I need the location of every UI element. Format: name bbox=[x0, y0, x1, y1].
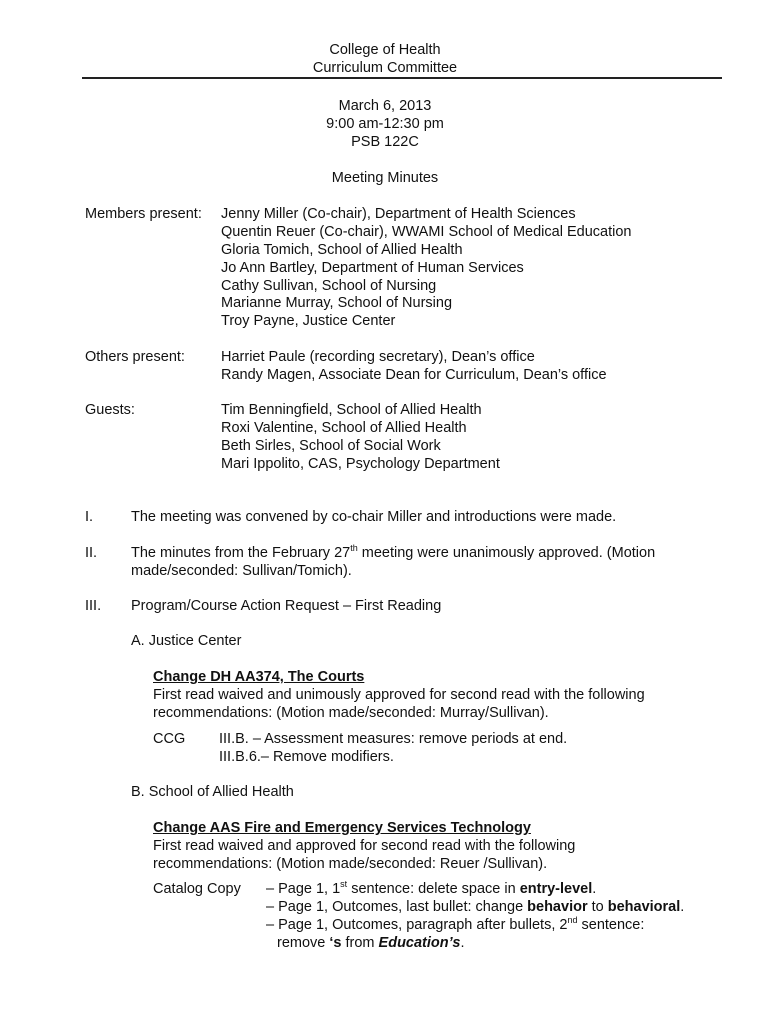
item-ii-text-a: The minutes from the February 27 bbox=[131, 545, 351, 561]
guests-label: Guests: bbox=[85, 402, 135, 418]
catalog-item-4-bold-italic: Education’s bbox=[378, 935, 461, 951]
meeting-room: PSB 122C bbox=[351, 134, 419, 150]
catalog-item-1 bbox=[266, 880, 596, 898]
catalog-item-4-end: . bbox=[460, 935, 465, 951]
section-b-line2: recommendations: (Motion made/seconded: Reuer /Sullivan). bbox=[153, 856, 548, 872]
catalog-item-3-a: – Page 1, Outcomes, paragraph after bullets, 2 bbox=[266, 917, 568, 933]
catalog-item-4-bold: ‘s bbox=[329, 935, 342, 951]
guest-item: Mari Ippolito, CAS, Psychology Department bbox=[221, 456, 500, 472]
item-iii-text: Program/Course Action Request – First Reading bbox=[131, 598, 442, 614]
section-b-line1: First read waived and approved for second read with the following bbox=[153, 838, 576, 854]
catalog-item-4-mid: from bbox=[341, 935, 379, 951]
member-item: Quentin Reuer (Co-chair), WWAMI School of Medical Education bbox=[221, 224, 632, 240]
catalog-item-1-sup: st bbox=[340, 879, 348, 890]
header-line-college: College of Health bbox=[329, 42, 441, 58]
meeting-date: March 6, 2013 bbox=[338, 98, 432, 114]
catalog-item-3 bbox=[266, 916, 644, 934]
item-ii-text-b: meeting were unanimously approved. (Motion bbox=[357, 545, 656, 561]
section-a-line1: First read waived and unimously approved for second read with the following bbox=[153, 687, 645, 703]
member-item: Marianne Murray, School of Nursing bbox=[221, 295, 453, 311]
member-item: Jo Ann Bartley, Department of Human Services bbox=[221, 260, 524, 276]
catalog-item-1-a: – Page 1, 1 bbox=[266, 881, 341, 897]
item-ii-text-line2: made/seconded: Sullivan/Tomich). bbox=[131, 563, 352, 579]
section-a-change-title: Change DH AA374, The Courts bbox=[153, 669, 365, 685]
other-item: Randy Magen, Associate Dean for Curriculum, Dean’s office bbox=[221, 367, 607, 383]
catalog-item-1-end: . bbox=[592, 881, 597, 897]
member-item: Cathy Sullivan, School of Nursing bbox=[221, 278, 437, 294]
header-line-committee: Curriculum Committee bbox=[312, 60, 458, 76]
catalog-item-4-a: remove bbox=[277, 935, 330, 951]
item-ii-text bbox=[131, 544, 655, 562]
page-title: Meeting Minutes bbox=[331, 170, 439, 186]
item-number: III. bbox=[85, 598, 102, 614]
section-b-heading: B. School of Allied Health bbox=[131, 784, 294, 800]
guest-item: Roxi Valentine, School of Allied Health bbox=[221, 420, 467, 436]
members-label: Members present: bbox=[85, 206, 202, 222]
catalog-item-2 bbox=[266, 898, 684, 916]
catalog-item-2-bold1: behavior bbox=[527, 899, 588, 915]
item-number: I. bbox=[85, 509, 94, 525]
catalog-item-2-mid: to bbox=[587, 899, 608, 915]
catalog-item-4 bbox=[277, 934, 465, 952]
catalog-copy-label: Catalog Copy bbox=[153, 881, 241, 897]
item-ii-sup: th bbox=[350, 543, 358, 554]
member-item: Troy Payne, Justice Center bbox=[221, 313, 396, 329]
header-rule bbox=[82, 77, 722, 79]
section-a-line2: recommendations: (Motion made/seconded: Murray/Sullivan). bbox=[153, 705, 549, 721]
member-item: Jenny Miller (Co-chair), Department of Health Sciences bbox=[221, 206, 576, 222]
ccg-item: III.B.6.– Remove modifiers. bbox=[219, 749, 394, 765]
catalog-item-2-end: . bbox=[680, 899, 685, 915]
item-number: II. bbox=[85, 545, 98, 561]
ccg-label: CCG bbox=[153, 731, 186, 747]
others-label: Others present: bbox=[85, 349, 185, 365]
member-item: Gloria Tomich, School of Allied Health bbox=[221, 242, 463, 258]
section-b-change-title: Change AAS Fire and Emergency Services Technology bbox=[153, 820, 531, 836]
guest-item: Tim Benningfield, School of Allied Health bbox=[221, 402, 482, 418]
ccg-item: III.B. – Assessment measures: remove periods at end. bbox=[219, 731, 568, 747]
catalog-item-2-a: – Page 1, Outcomes, last bullet: change bbox=[266, 899, 528, 915]
guest-item: Beth Sirles, School of Social Work bbox=[221, 438, 441, 454]
other-item: Harriet Paule (recording secretary), Dean’s office bbox=[221, 349, 535, 365]
catalog-item-3-sup: nd bbox=[567, 915, 578, 926]
catalog-item-3-b: sentence: bbox=[577, 917, 645, 933]
catalog-item-1-bold: entry-level bbox=[519, 881, 593, 897]
item-i-text: The meeting was convened by co-chair Miller and introductions were made. bbox=[131, 509, 617, 525]
meeting-time: 9:00 am-12:30 pm bbox=[326, 116, 444, 132]
section-a-heading: A. Justice Center bbox=[131, 633, 242, 649]
catalog-item-1-b: sentence: delete space in bbox=[347, 881, 520, 897]
catalog-item-2-bold2: behavioral bbox=[607, 899, 681, 915]
